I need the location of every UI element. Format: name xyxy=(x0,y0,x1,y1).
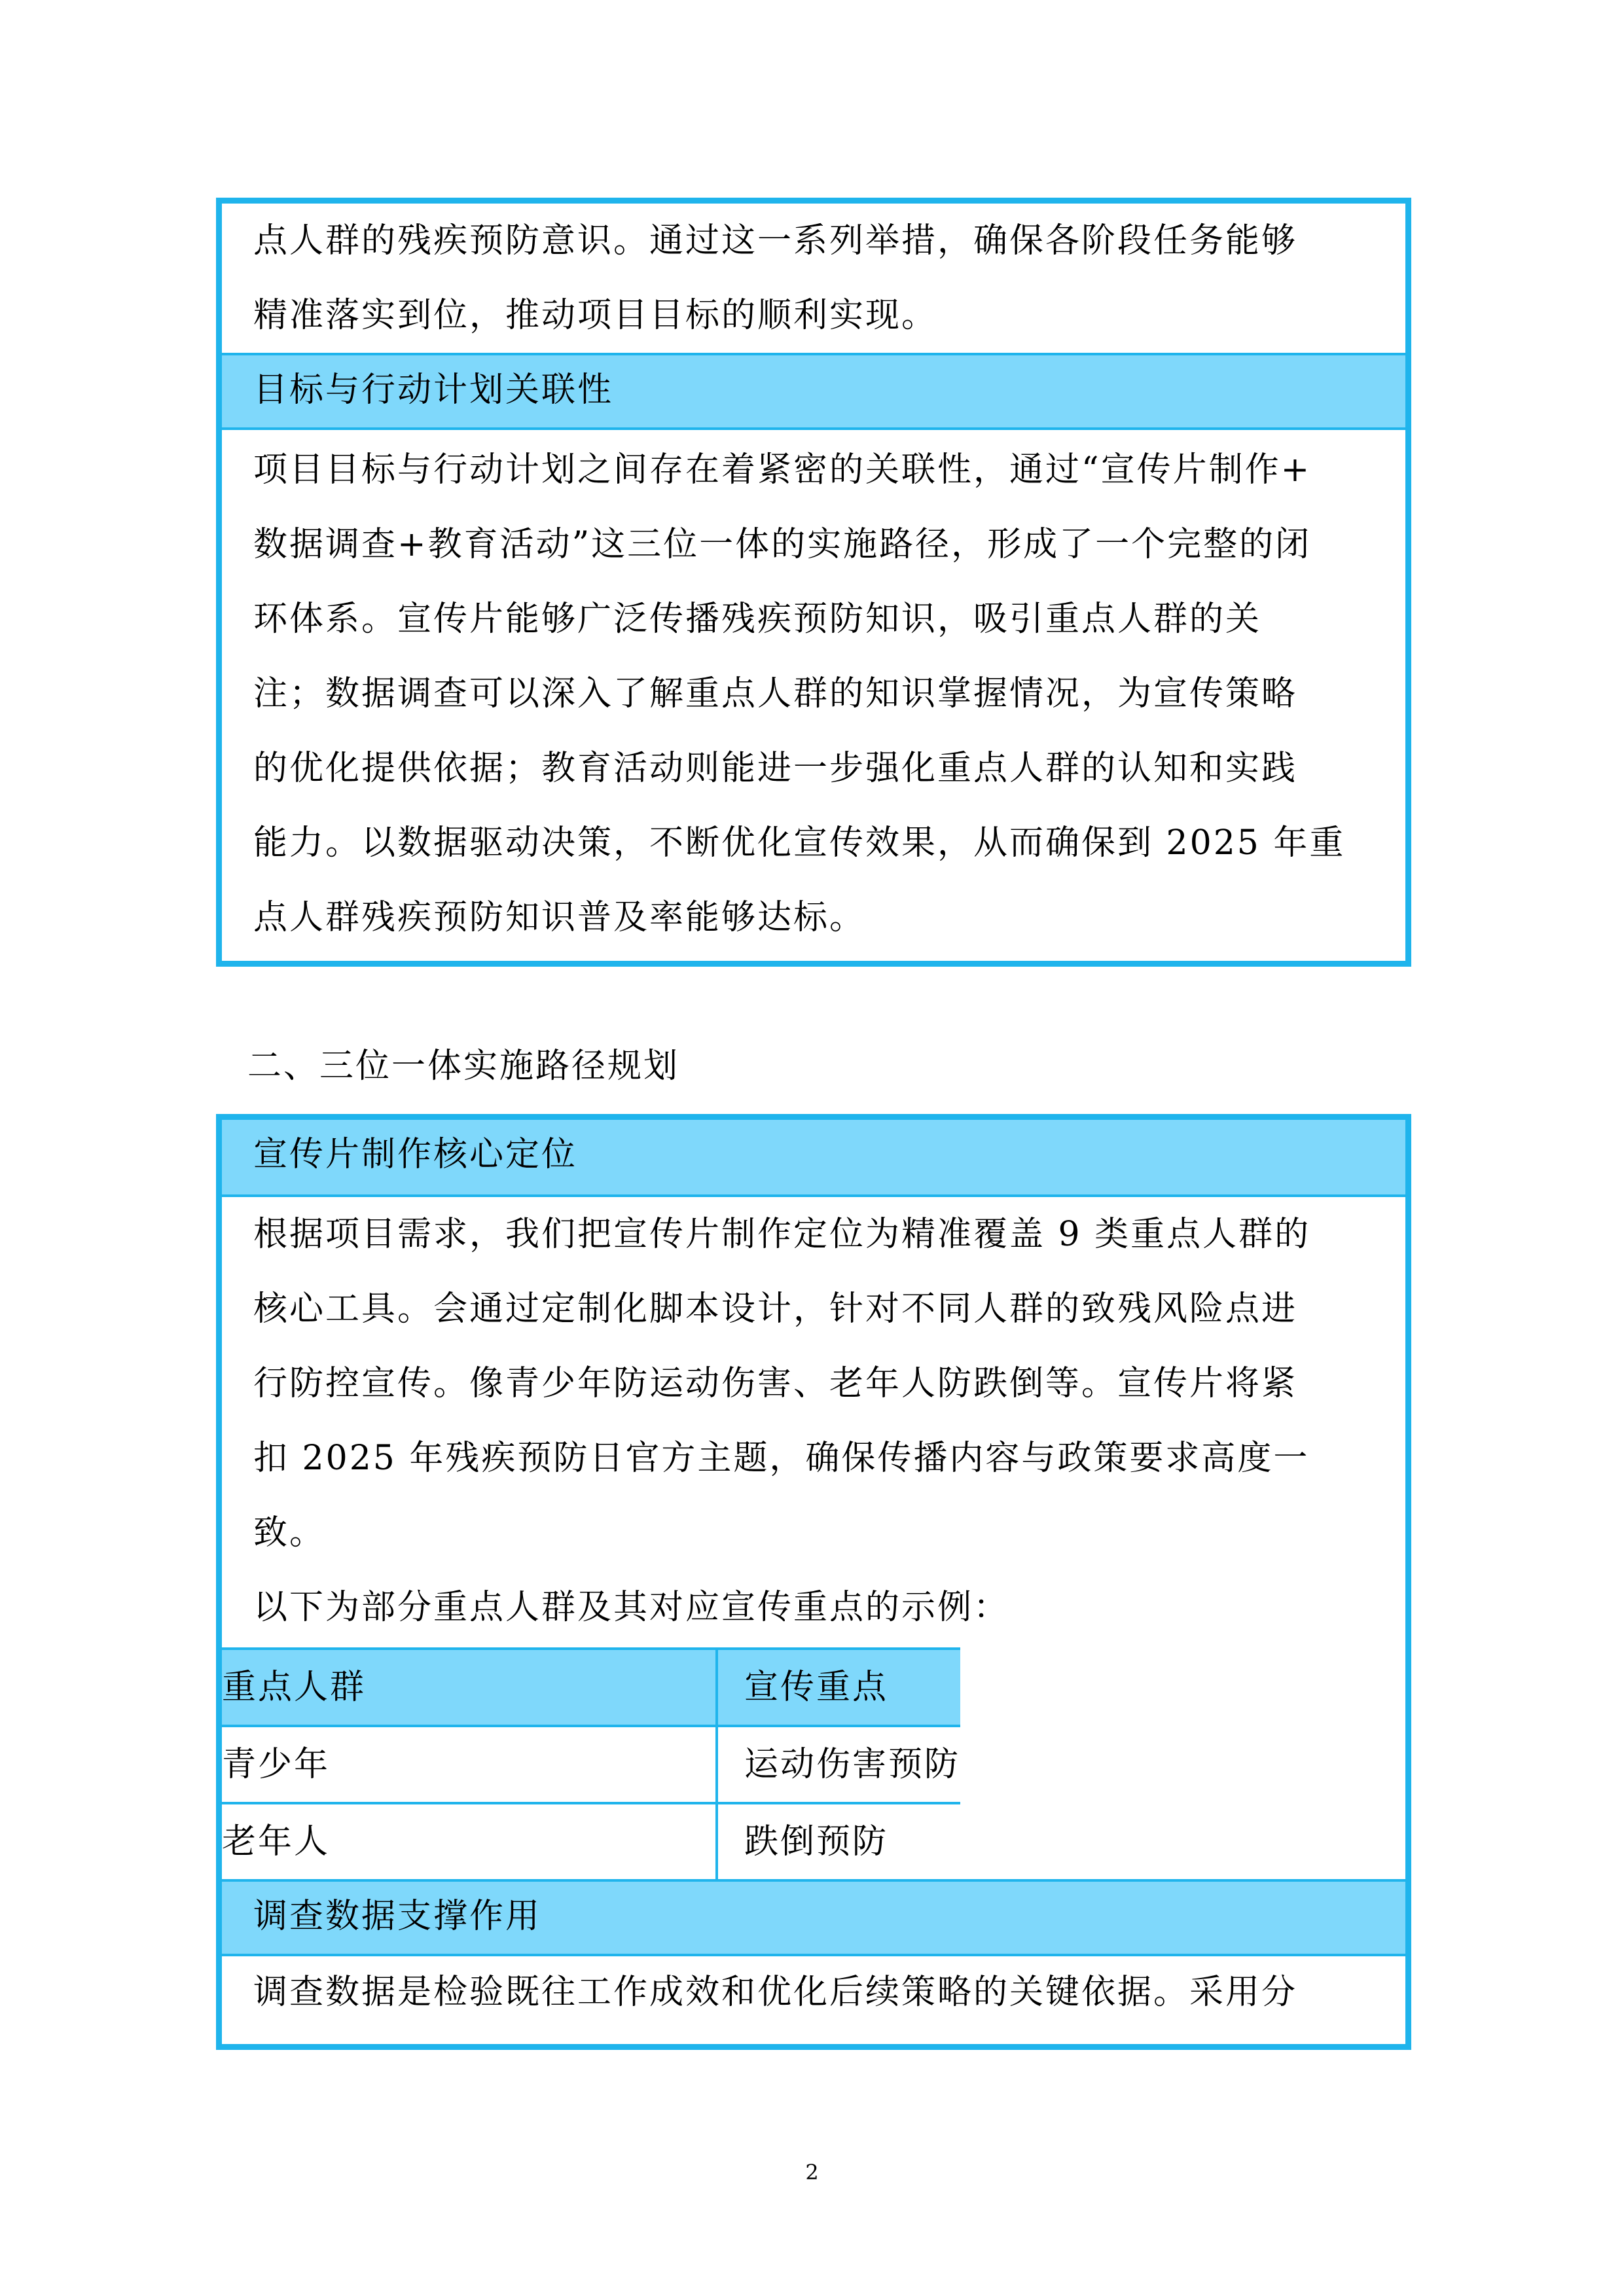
paragraph-line: 点人群残疾预防知识普及率能够达标。 xyxy=(253,898,866,937)
paragraph-line: 能力。以数据驱动决策，不断优化宣传效果，从而确保到 2025 年重 xyxy=(253,823,1346,863)
paragraph-line: 以下为部分重点人群及其对应宣传重点的示例： xyxy=(253,1588,1010,1627)
paragraph-line: 致。 xyxy=(253,1513,326,1552)
focus-table xyxy=(222,1647,960,1880)
paragraph-line: 的优化提供依据；教育活动则能进一步强化重点人群的认知和实践 xyxy=(253,749,1298,788)
section-heading: 二、三位一体实施路径规划 xyxy=(247,1047,680,1086)
section-band xyxy=(222,1120,1405,1197)
paragraph-line: 注；数据调查可以深入了解重点人群的知识掌握情况，为宣传策略 xyxy=(253,674,1298,713)
paragraph-line: 调查数据是检验既往工作成效和优化后续策略的关键依据。采用分 xyxy=(253,1973,1298,2012)
section-band xyxy=(222,1879,1405,1956)
paragraph-line: 行防控宣传。像青少年防运动伤害、老年人防跌倒等。宣传片将紧 xyxy=(253,1364,1298,1403)
page-number: 2 xyxy=(805,2160,819,2185)
table-header-cell: 宣传重点 xyxy=(717,1649,960,1726)
intro-line-1: 点人群的残疾预防意识。通过这一系列举措，确保各阶段任务能够 xyxy=(253,221,1298,260)
table-cell: 跌倒预防 xyxy=(717,1803,960,1880)
band-title: 宣传片制作核心定位 xyxy=(253,1135,578,1174)
table-cell: 老年人 xyxy=(222,1803,717,1880)
table-header-row xyxy=(222,1649,960,1726)
paragraph-line: 项目目标与行动计划之间存在着紧密的关联性，通过“宣传片制作+ xyxy=(253,450,1312,490)
band-title: 调查数据支撑作用 xyxy=(253,1897,542,1936)
content-box-1 xyxy=(216,198,1411,967)
table-cell: 青少年 xyxy=(222,1726,717,1803)
table-header-cell: 重点人群 xyxy=(222,1649,717,1726)
table-cell: 运动伤害预防 xyxy=(717,1726,960,1803)
table-row xyxy=(222,1803,960,1880)
paragraph-line: 扣 2025 年残疾预防日官方主题，确保传播内容与政策要求高度一 xyxy=(253,1439,1310,1478)
intro-line-2: 精准落实到位，推动项目目标的顺利实现。 xyxy=(253,296,938,335)
paragraph-line: 环体系。宣传片能够广泛传播残疾预防知识，吸引重点人群的关 xyxy=(253,600,1262,639)
content-box-2 xyxy=(216,1114,1411,2050)
section-band xyxy=(222,353,1405,430)
paragraph-line: 根据项目需求，我们把宣传片制作定位为精准覆盖 9 类重点人群的 xyxy=(253,1215,1311,1254)
paragraph-line: 核心工具。会通过定制化脚本设计，针对不同人群的致残风险点进 xyxy=(253,1289,1298,1329)
band-title: 目标与行动计划关联性 xyxy=(253,370,614,410)
paragraph-line: 数据调查+教育活动”这三位一体的实施路径，形成了一个完整的闭 xyxy=(253,525,1312,564)
table-row xyxy=(222,1726,960,1803)
